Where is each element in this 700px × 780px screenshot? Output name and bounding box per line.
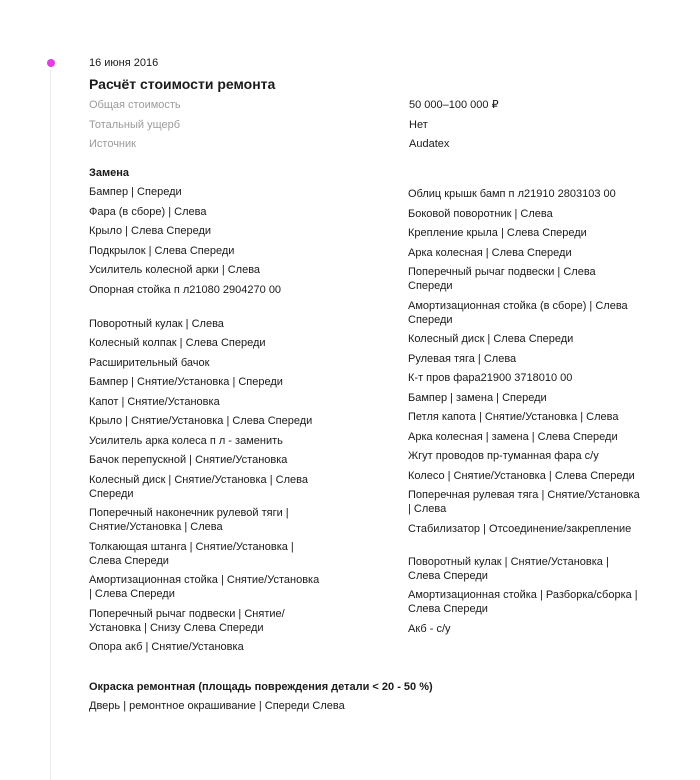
replacement-section-title: Замена xyxy=(89,167,130,179)
source-value: Audatex xyxy=(409,138,450,150)
list-item: Расширительный бачок xyxy=(89,356,210,369)
timeline-line xyxy=(50,70,51,780)
list-item: Усилитель арка колеса п л - заменить xyxy=(89,434,283,447)
list-item: Акб - с/у xyxy=(408,622,451,635)
source-label: Источник xyxy=(89,138,136,150)
total-loss-value: Нет xyxy=(409,119,428,131)
list-item: Опора акб | Снятие/Установка xyxy=(89,641,244,653)
list-item: Амортизационная стойка (в сборе) | Слева Спереди xyxy=(408,299,628,326)
list-item: Арка колесная | замена | Слева Спереди xyxy=(408,430,618,443)
replacement-list-right xyxy=(408,187,640,641)
list-item: Дверь | ремонтное окрашивание | Спереди Слева xyxy=(89,700,345,712)
list-item: Колесный диск | Слева Спереди xyxy=(408,333,574,345)
list-item: Жгут проводов пр-туманная фара с/у xyxy=(408,450,599,462)
list-item: Поперечный рычаг подвески | Слева Спереди xyxy=(408,266,596,292)
list-item: Бачок перепускной | Снятие/Установка xyxy=(89,454,288,466)
painting-section-title: Окраска ремонтная (площадь повреждения детали < 20 - 50 %) xyxy=(89,681,433,693)
list-item: Амортизационная стойка | Снятие/Установка | Слева Спереди xyxy=(89,574,320,600)
list-item: Поворотный кулак | Слева xyxy=(89,317,224,330)
list-item: Фара (в сборе) | Слева xyxy=(89,205,207,218)
list-item: Петля капота | Снятие/Установка | Слева xyxy=(408,411,619,423)
list-item: Опорная стойка п л21080 2904270 00 xyxy=(89,283,282,296)
list-item: Боковой поворотник | Слева xyxy=(408,207,553,220)
list-item: Бампер | Спереди xyxy=(89,186,182,198)
total-cost-label: Общая стоимость xyxy=(89,99,181,111)
list-item: Крыло | Снятие/Установка | Слева Спереди xyxy=(89,415,313,427)
list-item: Крепление крыла | Слева Спереди xyxy=(408,227,587,239)
list-item: Стабилизатор | Отсоединение/закрепление xyxy=(408,522,632,535)
list-item: Поперечный рычаг подвески | Снятие/Установка | Снизу Слева Спереди xyxy=(89,607,285,634)
total-cost-value: 50 000–100 000 ₽ xyxy=(409,99,499,111)
list-item: Бампер | Снятие/Установка | Спереди xyxy=(89,376,283,388)
list-item: Амортизационная стойка | Разборка/сборка | Слева Спереди xyxy=(408,589,638,615)
list-item: Подкрылок | Слева Спереди xyxy=(89,244,235,257)
list-item: Рулевая тяга | Слева xyxy=(408,352,517,365)
list-item: Бампер | замена | Спереди xyxy=(408,391,547,404)
total-loss-label: Тотальный ущерб xyxy=(89,119,181,131)
list-item: Крыло | Слева Спереди xyxy=(89,225,212,237)
list-item: Колесный диск | Снятие/Установка | Слева Спереди xyxy=(89,473,308,500)
timeline-dot xyxy=(47,59,55,67)
list-item: Поворотный кулак | Снятие/Установка | Слева Спереди xyxy=(408,555,609,582)
replacement-list-left xyxy=(89,185,321,660)
list-item: Колесный колпак | Слева Спереди xyxy=(89,337,266,349)
list-item: Арка колесная | Слева Спереди xyxy=(408,246,572,259)
list-item: Толкающая штанга | Снятие/Установка | Слева Спереди xyxy=(89,540,294,567)
list-item: Облиц крышк бамп п л21910 2803103 00 xyxy=(408,188,616,200)
list-item: Поперечная рулевая тяга | Снятие/Установка | Слева xyxy=(408,489,640,515)
list-item: К-т пров фара21900 3718010 00 xyxy=(408,372,573,384)
list-item: Усилитель колесной арки | Слева xyxy=(89,264,261,276)
report-date: 16 июня 2016 xyxy=(89,57,159,69)
list-item: Колесо | Снятие/Установка | Слева Спереди xyxy=(408,469,635,482)
report-title: Расчёт стоимости ремонта xyxy=(89,76,276,92)
list-item: Поперечный наконечник рулевой тяги | Снятие/Установка | Слева xyxy=(89,507,289,533)
list-item: Капот | Снятие/Установка xyxy=(89,395,220,408)
